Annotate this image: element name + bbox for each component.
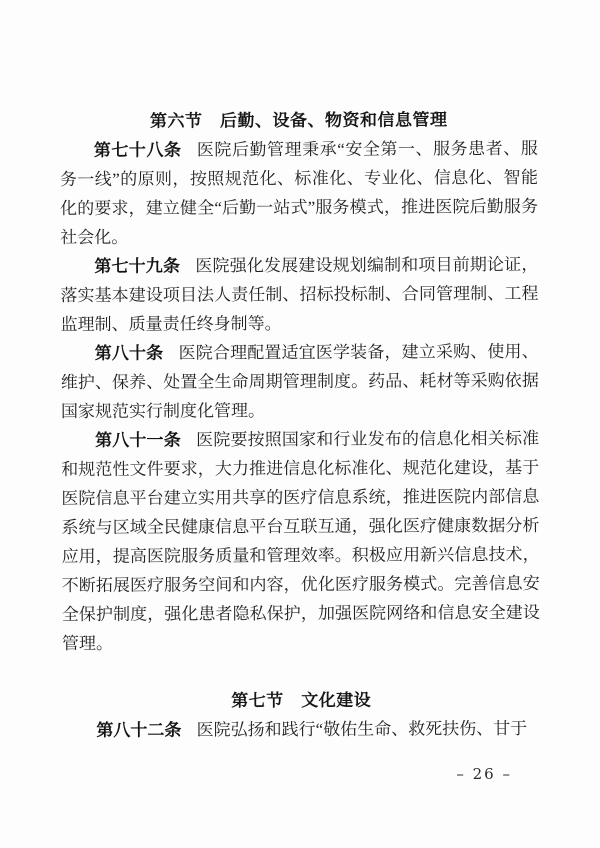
- clause-79-text: 医院强化发展建设规划编制和项目前期论证，落实基本建设项目法人责任制、招标投标制、合同管理制、工程监理制、质量责任终身制等。: [60, 254, 539, 335]
- section-6-title: 第六节 后勤、设备、物资和信息管理: [149, 110, 448, 131]
- clause-80-text: 医院合理配置适宜医学装备，建立采购、使用、维护、保养、处置全生命周期管理制度。药品、耗材等采购依据国家规范实行制度化管理。: [60, 341, 539, 422]
- section-7-title: 第七节 文化建设: [231, 690, 372, 711]
- clause-81: [61, 424, 540, 658]
- clause-80-label: 第八十条: [94, 343, 164, 363]
- clause-80: [61, 337, 539, 426]
- clause-79: [60, 250, 538, 339]
- clause-81-text: 医院要按照国家和行业发布的信息化相关标准和规范性文件要求，大力推进信息化标准化、规范化建设，基于医院信息平台建立实用共享的医疗信息系统，推进医院内部信息系统与区域全民健康信息平台互联互通，强化医疗健康数据分析应用，提高医院服务质量和管理效率。积极应用新兴信息技术，不断拓展医疗服务空间和内容，优化医疗服务模式。完善信息安全保护制度，强化患者隐私保护，加强医院网络和信息安全建设管理。: [61, 428, 540, 654]
- clause-79-label: 第七十九条: [94, 256, 181, 276]
- page-number: – 26 –: [456, 765, 512, 783]
- page-content: [60, 105, 541, 745]
- clause-78: [60, 134, 539, 252]
- clause-81-label: 第八十一条: [95, 430, 181, 450]
- clause-82: [62, 714, 540, 745]
- clause-82-text: 医院弘扬和践行“敬佑生命、救死扶伤、甘于: [196, 719, 528, 740]
- clause-78-text: 医院后勤管理秉承“安全第一、服务患者、服务一线”的原则，按照规范化、标准化、专业化、信息化、智能化的要求，建立健全“后勤一站式”服务模式，推进医院后勤服务社会化。: [59, 138, 539, 248]
- clause-82-label: 第八十二条: [96, 720, 182, 740]
- clause-78-label: 第七十八条: [93, 140, 182, 160]
